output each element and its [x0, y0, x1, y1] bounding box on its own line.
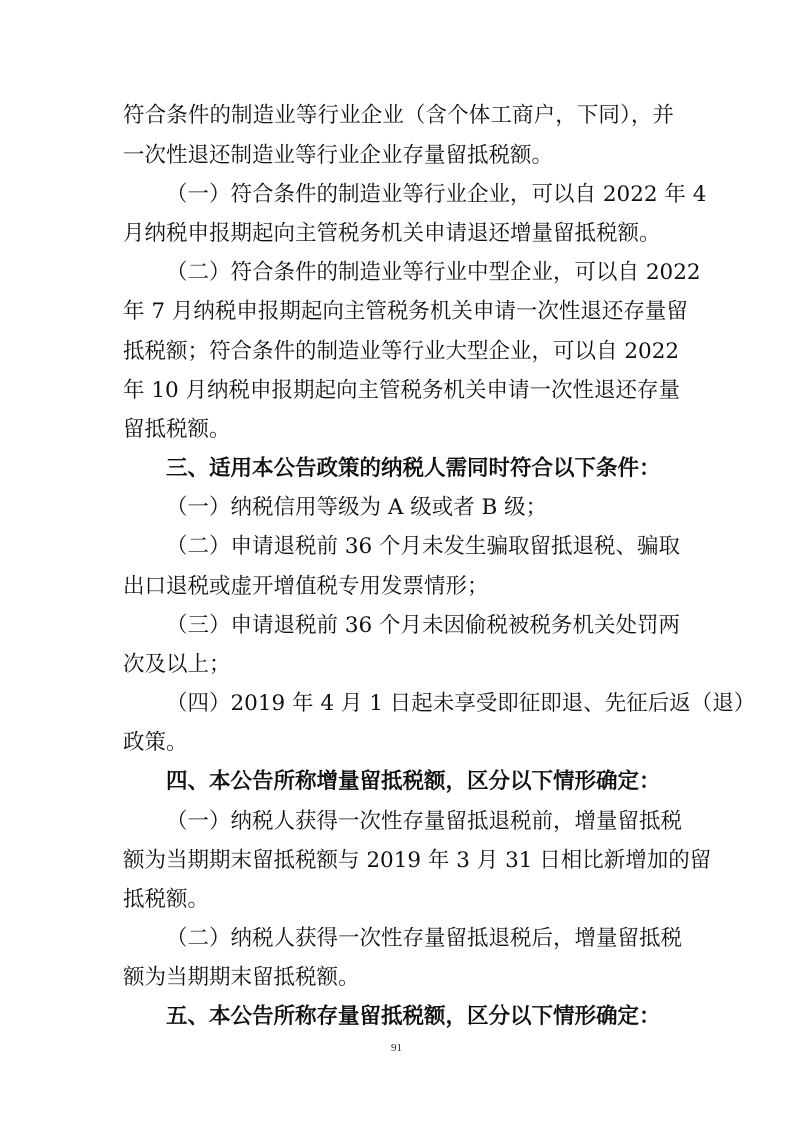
- paragraph-line: 抵税额。: [123, 887, 210, 912]
- paragraph-line: 政策。: [123, 730, 188, 755]
- paragraph-line: 月纳税申报期起向主管税务机关申请退还增量留抵税额。: [123, 221, 661, 246]
- paragraph-line: 额为当期期末留抵税额。: [123, 965, 360, 990]
- paragraph-line: （一）纳税人获得一次性存量留抵退税前，增量留抵税: [166, 809, 683, 834]
- section-heading-5: 五、本公告所称存量留抵税额，区分以下情形确定：: [166, 1004, 661, 1029]
- paragraph-line: （四）2019 年 4 月 1 日起未享受即征即退、先征后返（退）: [166, 691, 756, 716]
- paragraph-line: （二）申请退税前 36 个月未发生骗取留抵退税、骗取: [166, 534, 681, 559]
- section-heading-4: 四、本公告所称增量留抵税额，区分以下情形确定：: [166, 769, 661, 794]
- paragraph-line: 年 10 月纳税申报期起向主管税务机关申请一次性退还存量: [123, 378, 681, 403]
- paragraph-line: （三）申请退税前 36 个月未因偷税被税务机关处罚两: [166, 613, 681, 638]
- page-number: 91: [391, 1042, 402, 1054]
- paragraph-line: 一次性退还制造业等行业企业存量留抵税额。: [123, 143, 554, 168]
- paragraph-line: 次及以上；: [123, 652, 231, 677]
- paragraph-line: 抵税额；符合条件的制造业等行业大型企业，可以自 2022: [123, 339, 680, 364]
- paragraph-line: 额为当期期末留抵税额与 2019 年 3 月 31 日相比新增加的留: [123, 848, 712, 873]
- paragraph-line: 出口退税或虚开增值税专用发票情形；: [123, 574, 489, 599]
- paragraph-line: （二）纳税人获得一次性存量留抵退税后，增量留抵税: [166, 926, 683, 951]
- paragraph-line: 符合条件的制造业等行业企业（含个体工商户，下同），并: [123, 103, 674, 128]
- paragraph-line: 留抵税额。: [123, 417, 231, 442]
- paragraph-line: （一）符合条件的制造业等行业企业，可以自 2022 年 4: [166, 182, 707, 207]
- paragraph-line: 年 7 月纳税申报期起向主管税务机关申请一次性退还存量留: [123, 299, 688, 324]
- section-heading-3: 三、适用本公告政策的纳税人需同时符合以下条件：: [166, 456, 661, 481]
- paragraph-line: （二）符合条件的制造业等行业中型企业，可以自 2022: [166, 260, 701, 285]
- paragraph-line: （一）纳税信用等级为 A 级或者 B 级；: [166, 495, 548, 520]
